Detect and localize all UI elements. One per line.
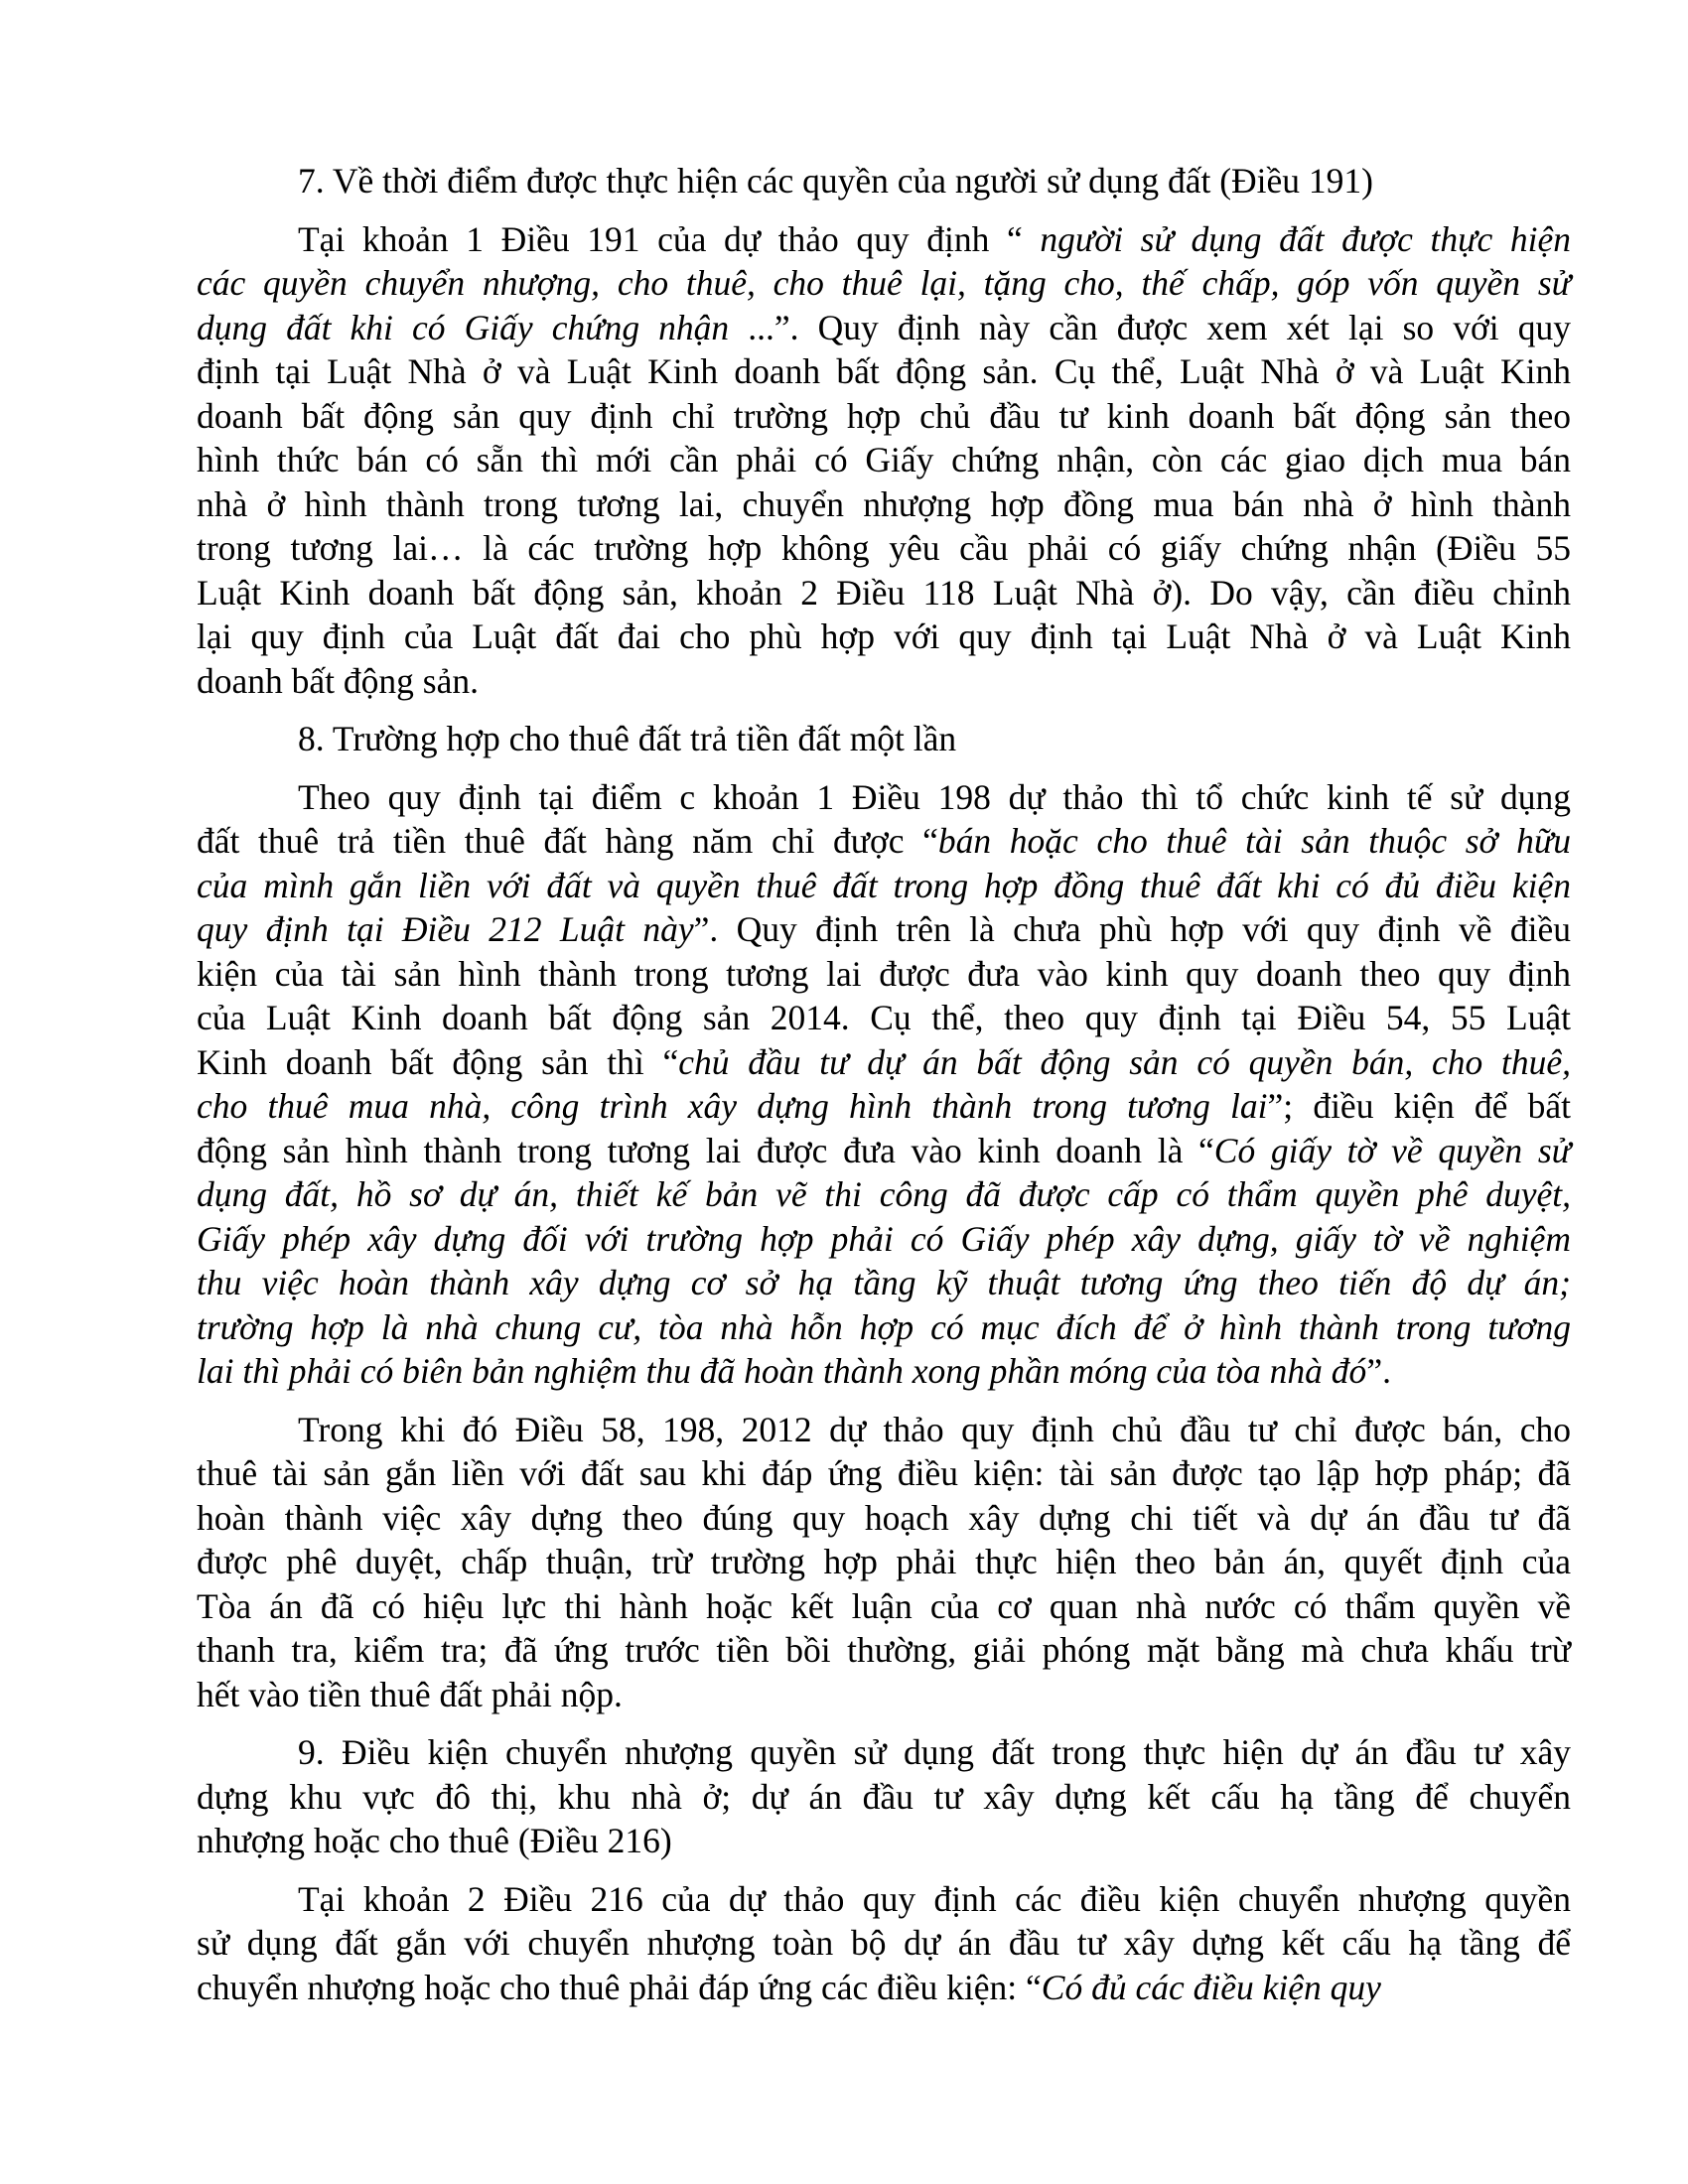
text-line — [197, 717, 1571, 761]
italic-quote-run: quy định tại Điều 212 Luật này — [197, 909, 694, 949]
section-heading — [197, 717, 1571, 761]
text-run: nhượng hoặc cho thuê (Điều 216) — [197, 1821, 672, 1860]
text-run: 8. Trường hợp cho thuê đất trả tiền đất một lần — [298, 719, 957, 758]
text-line — [197, 907, 1571, 952]
italic-quote-run: lai thì phải có biên bản nghiệm thu đã hoàn thành xong phần móng của tòa nhà đó — [197, 1351, 1367, 1391]
text-line — [197, 775, 1571, 820]
text-line — [197, 1305, 1571, 1350]
text-run: hoàn thành việc xây dựng theo đúng quy hoạch xây dựng chi tiết và dự án đầu tư đã — [197, 1497, 1571, 1538]
text-run: nhà ở hình thành trong tương lai, chuyển nhượng hợp đồng mua bán nhà ở hình thành — [197, 483, 1571, 524]
text-run: doanh bất động sản. — [197, 660, 479, 701]
text-run: doanh bất động sản quy định chỉ trường hợp chủ đầu tư kinh doanh bất động sản theo — [197, 395, 1571, 436]
text-line — [197, 864, 1571, 908]
text-run: Luật Kinh doanh bất động sản, khoản 2 Điều 118 Luật Nhà ở). Do vậy, cần điều chỉnh — [197, 572, 1571, 613]
text-run: dựng khu vực đô thị, khu nhà ở; dự án đầu tư xây dựng kết cấu hạ tầng để chuyển — [197, 1776, 1571, 1817]
text-line — [197, 1628, 1571, 1673]
text-line — [197, 614, 1571, 659]
italic-quote-run: bán hoặc cho thuê tài sản thuộc sở hữu — [937, 821, 1571, 861]
italic-quote-run: trường hợp là nhà chung cư, tòa nhà hỗn hợp có mục đích để ở hình thành trong tương — [197, 1306, 1571, 1347]
text-run: của Luật Kinh doanh bất động sản 2014. Cụ thể, theo quy định tại Điều 54, 55 Luật — [197, 998, 1571, 1037]
text-run: ”. Quy định trên là chưa phù hợp với quy định về điều — [693, 909, 1571, 949]
text-run: động sản hình thành trong tương lai được đưa vào kinh doanh là “ — [197, 1130, 1214, 1170]
text-run: được phê duyệt, chấp thuận, trừ trường hợp phải thực hiện theo bản án, quyết định của — [197, 1542, 1571, 1581]
text-line — [197, 261, 1571, 306]
text-run: sử dụng đất gắn với chuyển nhượng toàn bộ dự án đầu tư xây dựng kết cấu hạ tầng để — [197, 1923, 1571, 1963]
text-line — [197, 952, 1571, 997]
text-run: chuyển nhượng hoặc cho thuê phải đáp ứng các điều kiện: “ — [197, 1967, 1042, 2007]
text-run: hết vào tiền thuê đất phải nộp. — [197, 1674, 623, 1714]
text-run: Tòa án đã có hiệu lực thi hành hoặc kết luận của cơ quan nhà nước có thẩm quyền về — [197, 1585, 1571, 1626]
text-line — [197, 1540, 1571, 1584]
text-run: Kinh doanh bất động sản thì “ — [197, 1041, 679, 1082]
text-run: đất thuê trả tiền thuê đất hàng năm chỉ được “ — [197, 821, 938, 861]
document-page — [197, 159, 1571, 2023]
text-line — [197, 1408, 1571, 1452]
text-line — [197, 526, 1571, 571]
text-line — [197, 571, 1571, 615]
text-line — [197, 306, 1571, 350]
text-run: 9. Điều kiện chuyển nhượng quyền sử dụng đất trong thực hiện dự án đầu tư xây — [298, 1732, 1571, 1772]
text-line — [197, 819, 1571, 864]
text-line — [197, 1129, 1571, 1173]
italic-quote-run: Có đủ các điều kiện quy — [1041, 1967, 1381, 2007]
text-line — [197, 159, 1571, 204]
text-run: ”. — [1366, 1351, 1391, 1391]
text-run: hình thức bán có sẵn thì mới cần phải có Giấy chứng nhận, còn các giao dịch mua bán — [197, 440, 1571, 479]
italic-quote-run: thu việc hoàn thành xây dựng cơ sở hạ tầng kỹ thuật tương ứng theo tiến độ dự án; — [197, 1263, 1571, 1302]
body-paragraph — [197, 1877, 1571, 2010]
italic-quote-run: Giấy phép xây dựng đối với trường hợp phải có Giấy phép xây dựng, giấy tờ về nghiệm — [197, 1218, 1571, 1259]
text-line — [197, 1261, 1571, 1305]
section-heading — [197, 159, 1571, 204]
text-run: kiện của tài sản hình thành trong tương lai được đưa vào kinh quy doanh theo quy định — [197, 953, 1571, 994]
text-line — [197, 1819, 1571, 1863]
text-line — [197, 1730, 1571, 1775]
text-line — [197, 1673, 1571, 1717]
text-line — [197, 1877, 1571, 1922]
text-line — [197, 659, 1571, 704]
text-line — [197, 1084, 1571, 1129]
text-line — [197, 1496, 1571, 1541]
italic-quote-run: chủ đầu tư dự án bất động sản có quyền bán, cho thuê, — [678, 1041, 1571, 1082]
text-line — [197, 482, 1571, 527]
text-run: Tại khoản 1 Điều 191 của dự thảo quy định “ — [298, 218, 1041, 259]
text-line — [197, 217, 1571, 262]
text-run: trong tương lai… là các trường hợp không yêu cầu phải có giấy chứng nhận (Điều 55 — [197, 528, 1571, 568]
text-line — [197, 1921, 1571, 1966]
italic-quote-run: của mình gắn liền với đất và quyền thuê đất trong hợp đồng thuê đất khi có đủ điều kiện — [197, 865, 1571, 905]
text-run: thanh tra, kiểm tra; đã ứng trước tiền bồi thường, giải phóng mặt bằng mà chưa khấu trừ — [197, 1630, 1571, 1670]
italic-quote-run: các quyền chuyển nhượng, cho thuê, cho thuê lại, tặng cho, thế chấp, góp vốn quyền sử — [197, 263, 1571, 303]
text-line — [197, 996, 1571, 1040]
body-paragraph — [197, 217, 1571, 704]
text-line — [197, 394, 1571, 439]
italic-quote-run: người sử dụng đất được thực hiện — [1040, 218, 1571, 259]
text-run: 7. Về thời điểm được thực hiện các quyền của người sử dụng đất (Điều 191) — [298, 161, 1373, 201]
text-run: ”; điều kiện để bất — [1267, 1086, 1571, 1126]
text-line — [197, 1040, 1571, 1085]
text-run: thuê tài sản gắn liền với đất sau khi đáp ứng điều kiện: tài sản được tạo lập hợp pháp; đã — [197, 1453, 1571, 1493]
italic-quote-run: dụng đất khi có Giấy chứng nhận — [197, 307, 730, 347]
body-paragraph — [197, 775, 1571, 1394]
text-line — [197, 349, 1571, 394]
italic-quote-run: dụng đất, hồ sơ dự án, thiết kế bản vẽ thi công đã được cấp có thẩm quyền phê duyệt, — [197, 1174, 1571, 1214]
text-run: Theo quy định tại điểm c khoản 1 Điều 198 dự thảo thì tổ chức kinh tế sử dụng — [298, 776, 1571, 817]
italic-quote-run: cho thuê mua nhà, công trình xây dựng hình thành trong tương lai — [197, 1086, 1268, 1126]
text-line — [197, 1349, 1571, 1394]
italic-quote-run: Có giấy tờ về quyền sử — [1213, 1130, 1571, 1170]
section-heading — [197, 1730, 1571, 1863]
text-line — [197, 1172, 1571, 1217]
body-paragraph — [197, 1408, 1571, 1717]
text-run: ...”. Quy định này cần được xem xét lại so với quy — [729, 307, 1571, 347]
text-line — [197, 1966, 1571, 2010]
text-line — [197, 1451, 1571, 1496]
text-line — [197, 1775, 1571, 1820]
text-line — [197, 1217, 1571, 1262]
text-run: định tại Luật Nhà ở và Luật Kinh doanh bất động sản. Cụ thể, Luật Nhà ở và Luật Kinh — [197, 351, 1571, 391]
text-run: lại quy định của Luật đất đai cho phù hợp với quy định tại Luật Nhà ở và Luật Kinh — [197, 616, 1571, 656]
text-line — [197, 1584, 1571, 1629]
text-run: Trong khi đó Điều 58, 198, 2012 dự thảo quy định chủ đầu tư chỉ được bán, cho — [298, 1409, 1571, 1449]
text-line — [197, 438, 1571, 482]
text-run: Tại khoản 2 Điều 216 của dự thảo quy định các điều kiện chuyển nhượng quyền — [298, 1878, 1571, 1919]
